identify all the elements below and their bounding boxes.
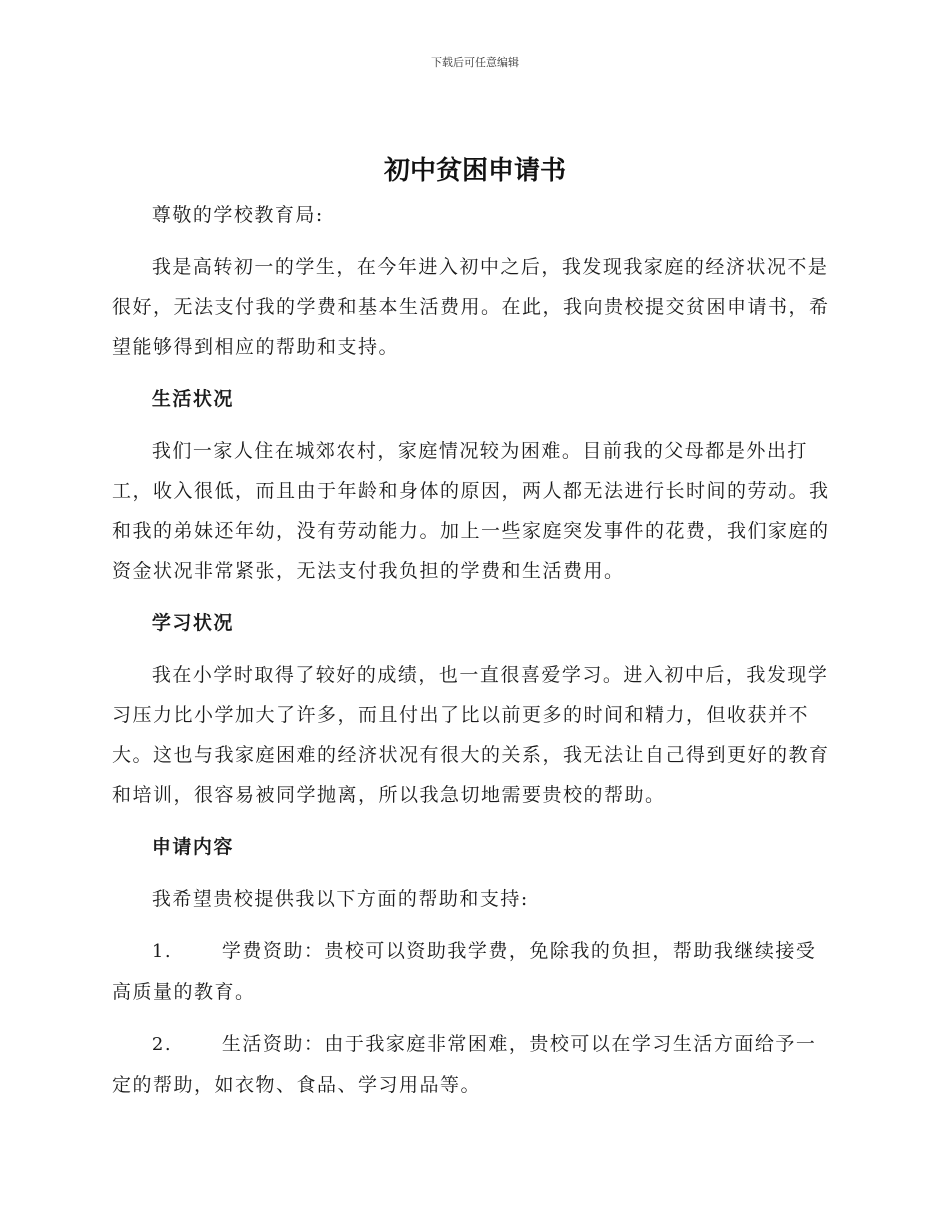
section-body-application: 我希望贵校提供我以下方面的帮助和支持: bbox=[151, 888, 529, 910]
section-heading-living: 生活状况 bbox=[151, 388, 234, 410]
header-note: 下载后可任意编辑 bbox=[431, 56, 519, 69]
list-item-number: 1. bbox=[151, 941, 173, 962]
section-heading-study: 学习状况 bbox=[151, 612, 234, 634]
list-item-text: 学费资助：贵校可以资助我学费，免除我的负担，帮助我继续接受高质量的教育。 bbox=[112, 940, 817, 1003]
document-title: 初中贫困申请书 bbox=[383, 156, 566, 186]
section-body-study: 我在小学时取得了较好的成绩，也一直很喜爱学习。进入初中后，我发现学习压力比小学加大了许多，而且付出了比以前更多的时间和精力，但收获并不大。这也与我家庭困难的经济状况有很大的关系，我无法让自己得到更好的教育和培训，很容易被同学抛离，所以我急切地需要贵校的帮助。 bbox=[112, 664, 830, 806]
list-item-number: 2. bbox=[151, 1034, 173, 1055]
list-item-text: 生活资助：由于我家庭非常困难，贵校可以在学习生活方面给予一定的帮助，如衣物、食品、学习用品等。 bbox=[112, 1033, 817, 1096]
section-body-living: 我们一家人住在城郊农村，家庭情况较为困难。目前我的父母都是外出打工，收入很低，而且由于年龄和身体的原因，两人都无法进行长时间的劳动。我和我的弟妹还年幼，没有劳动能力。加上一些家庭突发事件的花费，我们家庭的资金状况非常紧张，无法支付我负担的学费和生活费用。 bbox=[112, 440, 830, 582]
list-item bbox=[112, 931, 834, 1012]
section-heading-application: 申请内容 bbox=[151, 836, 234, 858]
intro-paragraph: 我是高转初一的学生，在今年进入初中之后，我发现我家庭的经济状况不是很好，无法支付我的学费和基本生活费用。在此，我向贵校提交贫困申请书，希望能够得到相应的帮助和支持。 bbox=[112, 256, 830, 358]
greeting: 尊敬的学校教育局: bbox=[151, 204, 324, 226]
document-body bbox=[112, 195, 834, 1117]
list-item bbox=[112, 1024, 834, 1105]
